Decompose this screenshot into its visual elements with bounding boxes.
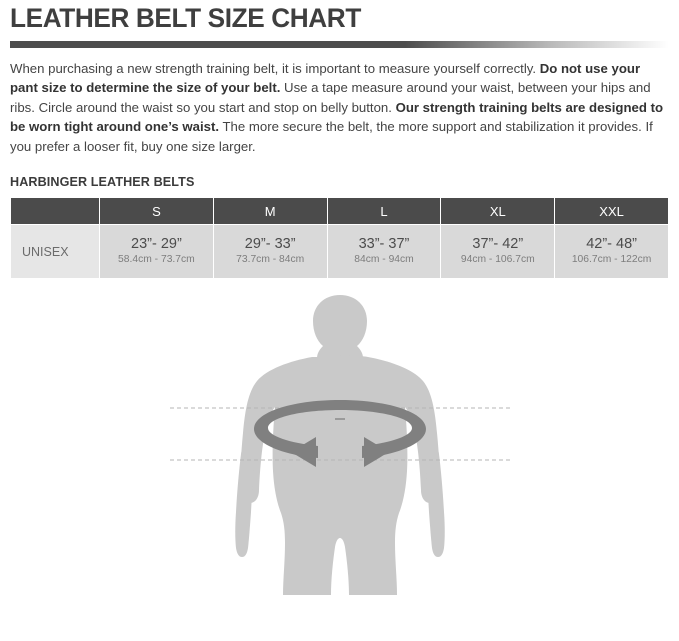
column-header-m: M bbox=[213, 198, 327, 225]
torso-illustration-svg bbox=[130, 295, 550, 595]
size-chart-page bbox=[0, 4, 679, 641]
cell-unisex-s bbox=[100, 225, 214, 279]
cell-centimeters: 94cm - 106.7cm bbox=[460, 253, 535, 265]
intro-text: Use a tape measure around your waist, between your hips and ribs. Circle around the waist so you start and stop on belly button. bbox=[10, 80, 651, 115]
cell-inches: 23”- 29” bbox=[131, 235, 182, 252]
intro-emphasis: Do not use your pant size to determine the size of your belt. bbox=[10, 60, 641, 96]
row-label-unisex: UNISEX bbox=[11, 225, 100, 279]
table-corner-cell bbox=[11, 198, 100, 225]
waist-measurement-figure bbox=[10, 295, 669, 595]
cell-centimeters: 84cm - 94cm bbox=[354, 253, 414, 265]
cell-inches: 29”- 33” bbox=[244, 235, 296, 252]
table-row bbox=[11, 225, 669, 279]
table-body bbox=[11, 225, 669, 279]
cell-centimeters: 106.7cm - 122cm bbox=[571, 253, 652, 265]
cell-unisex-l bbox=[327, 225, 441, 279]
cell-centimeters: 73.7cm - 84cm bbox=[236, 253, 305, 265]
cell-inches: 37”- 42” bbox=[472, 235, 524, 252]
page-title: LEATHER BELT SIZE CHART bbox=[10, 3, 361, 33]
size-table bbox=[10, 197, 669, 279]
title-divider bbox=[10, 41, 669, 48]
section-heading: HARBINGER LEATHER BELTS bbox=[10, 175, 195, 190]
intro-emphasis: Our strength training belts are designed to be worn tight around one’s waist. bbox=[10, 99, 664, 135]
table-header-row bbox=[11, 198, 669, 225]
cell-inches: 33”- 37” bbox=[358, 235, 410, 252]
intro-paragraph bbox=[10, 59, 665, 157]
column-header-xl: XL bbox=[441, 198, 555, 225]
cell-unisex-xxl bbox=[555, 225, 669, 279]
cell-unisex-xl bbox=[441, 225, 555, 279]
table-head bbox=[11, 198, 669, 225]
cell-centimeters: 58.4cm - 73.7cm bbox=[118, 253, 195, 265]
intro-text: The more secure the belt, the more support and stabilization it provides. If you prefer a looser fit, buy one size larger. bbox=[10, 119, 653, 154]
body-silhouette bbox=[235, 295, 445, 595]
column-header-xxl: XXL bbox=[555, 198, 669, 225]
cell-inches: 42”- 48” bbox=[586, 235, 637, 252]
cell-unisex-m bbox=[213, 225, 327, 279]
column-header-l: L bbox=[327, 198, 441, 225]
column-header-s: S bbox=[100, 198, 214, 225]
intro-text: When purchasing a new strength training belt, it is important to measure yourself correctly. bbox=[10, 60, 540, 76]
